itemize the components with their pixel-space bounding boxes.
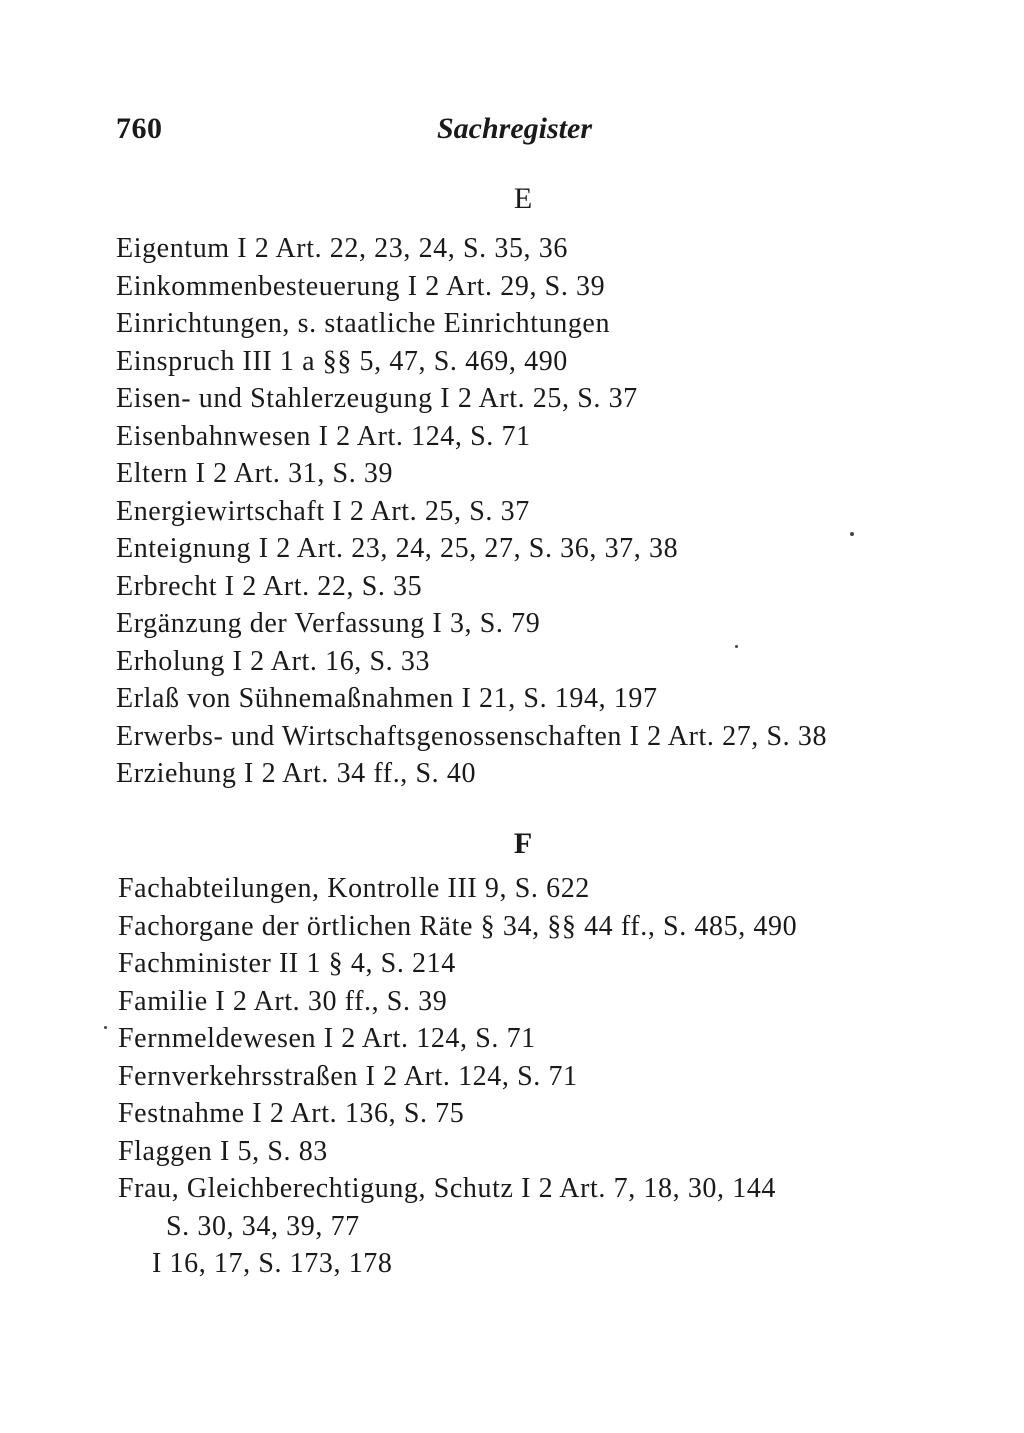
index-entry: Erbrecht I 2 Art. 22, S. 35 (116, 570, 423, 602)
index-entry: Einrichtungen, s. staatliche Einrichtungen (116, 308, 611, 339)
index-entry: Fachorgane der örtlichen Räte § 34, §§ 44 ff., S. 485, 490 (118, 910, 798, 942)
index-entry: Erziehung I 2 Art. 34 ff., S. 40 (116, 758, 477, 789)
index-entry: Fachminister II 1 § 4, S. 214 (118, 948, 456, 979)
running-head-title: Sachregister (437, 112, 593, 145)
index-entry: Erwerbs- und Wirtschaftsgenossenschaften I 2 Art. 27, S. 38 (116, 720, 828, 752)
index-entry: Einspruch III 1 a §§ 5, 47, S. 469, 490 (116, 345, 568, 377)
index-entry: Fachabteilungen, Kontrolle III 9, S. 622 (118, 873, 590, 904)
print-speck (735, 645, 738, 648)
index-entry: Eltern I 2 Art. 31, S. 39 (116, 458, 394, 489)
print-speck (850, 532, 854, 536)
section-e-entries (116, 230, 827, 793)
print-speck (104, 1026, 107, 1029)
index-entry: Familie I 2 Art. 30 ff., S. 39 (118, 985, 448, 1017)
index-entry-continuation: S. 30, 34, 39, 77 (166, 1210, 360, 1242)
index-entry: Eisen- und Stahlerzeugung I 2 Art. 25, S. 37 (116, 383, 638, 414)
index-entry: Eigentum I 2 Art. 22, 23, 24, S. 35, 36 (116, 233, 568, 264)
index-entry: Frau, Gleichberechtigung, Schutz I 2 Art. 7, 18, 30, 144 (118, 1173, 777, 1204)
index-entry: Enteignung I 2 Art. 23, 24, 25, 27, S. 36, 37, 38 (116, 533, 679, 564)
index-entry: Festnahme I 2 Art. 136, S. 75 (118, 1098, 465, 1129)
index-entry: Fernmeldewesen I 2 Art. 124, S. 71 (118, 1023, 536, 1054)
index-entry: Eisenbahnwesen I 2 Art. 124, S. 71 (116, 420, 531, 452)
page-number: 760 (116, 112, 163, 145)
index-entry: Energiewirtschaft I 2 Art. 25, S. 37 (116, 495, 530, 527)
section-letter-f: F (513, 827, 533, 860)
index-entry: Flaggen I 5, S. 83 (118, 1135, 328, 1167)
index-entry: Erlaß von Sühnemaßnahmen I 21, S. 194, 197 (116, 683, 658, 714)
index-entry: Einkommenbesteuerung I 2 Art. 29, S. 39 (116, 270, 606, 302)
index-entry-continuation: I 16, 17, S. 173, 178 (152, 1248, 393, 1279)
section-f-entries (118, 870, 797, 1283)
index-entry: Fernverkehrsstraßen I 2 Art. 124, S. 71 (118, 1060, 578, 1092)
section-letter-e: E (513, 182, 533, 215)
index-entry: Ergänzung der Verfassung I 3, S. 79 (116, 608, 541, 639)
index-entry: Erholung I 2 Art. 16, S. 33 (116, 645, 431, 677)
